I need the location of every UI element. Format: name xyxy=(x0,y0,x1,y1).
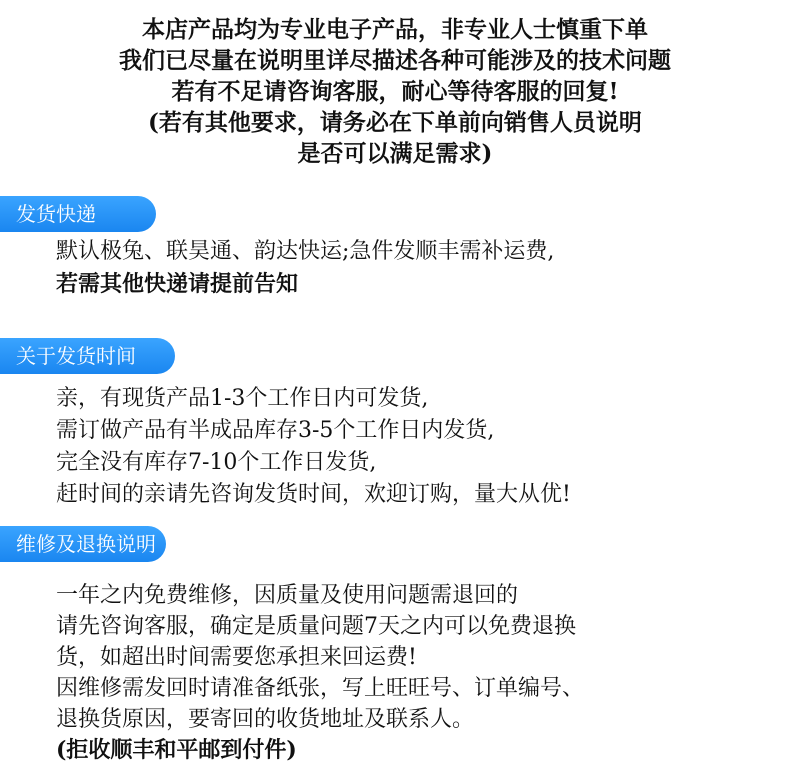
repair-line: 请先咨询客服，确定是质量问题7天之内可以免费退换 xyxy=(56,614,576,639)
shipping-text xyxy=(56,236,554,300)
intro-line: 若有不足请咨询客服，耐心等待客服的回复! xyxy=(171,78,619,105)
section-tag-ship-time: 关于发货时间 xyxy=(0,338,175,374)
repair-line-emphasis: (拒收顺丰和平邮到付件) xyxy=(56,737,297,763)
intro-notice xyxy=(0,14,790,169)
repair-line: 退换货原因，要寄回的收货地址及联系人。 xyxy=(56,707,475,732)
section-tag-shipping: 发货快递 xyxy=(0,196,156,232)
repair-text xyxy=(56,580,584,766)
repair-line: 因维修需发回时请准备纸张，写上旺旺号、订单编号、 xyxy=(56,676,585,701)
repair-line: 货，如超出时间需要您承担来回运费! xyxy=(56,645,417,670)
ship-time-line: 赶时间的亲请先咨询发货时间，欢迎订购，量大从优! xyxy=(56,482,571,507)
repair-line: 一年之内免费维修，因质量及使用问题需退回的 xyxy=(56,583,519,608)
ship-time-line: 完全没有库存7-10个工作日发货, xyxy=(56,450,377,475)
intro-line: 我们已尽量在说明里详尽描述各种可能涉及的技术问题 xyxy=(119,47,671,74)
intro-line: 本店产品均为专业电子产品，非专业人士慎重下单 xyxy=(142,16,648,43)
intro-line: (若有其他要求，请务必在下单前向销售人员说明 xyxy=(148,109,642,136)
intro-line: 是否可以满足需求) xyxy=(297,140,493,167)
ship-time-line: 需订做产品有半成品库存3-5个工作日内发货, xyxy=(56,418,495,443)
ship-time-text xyxy=(56,383,571,511)
section-tag-repair: 维修及退换说明 xyxy=(0,526,166,562)
ship-time-line: 亲，有现货产品1-3个工作日内可发货, xyxy=(56,386,429,411)
shipping-line-emphasis: 若需其他快递请提前告知 xyxy=(56,271,299,297)
shipping-line: 默认极兔、联昊通、韵达快运;急件发顺丰需补运费, xyxy=(56,239,555,264)
